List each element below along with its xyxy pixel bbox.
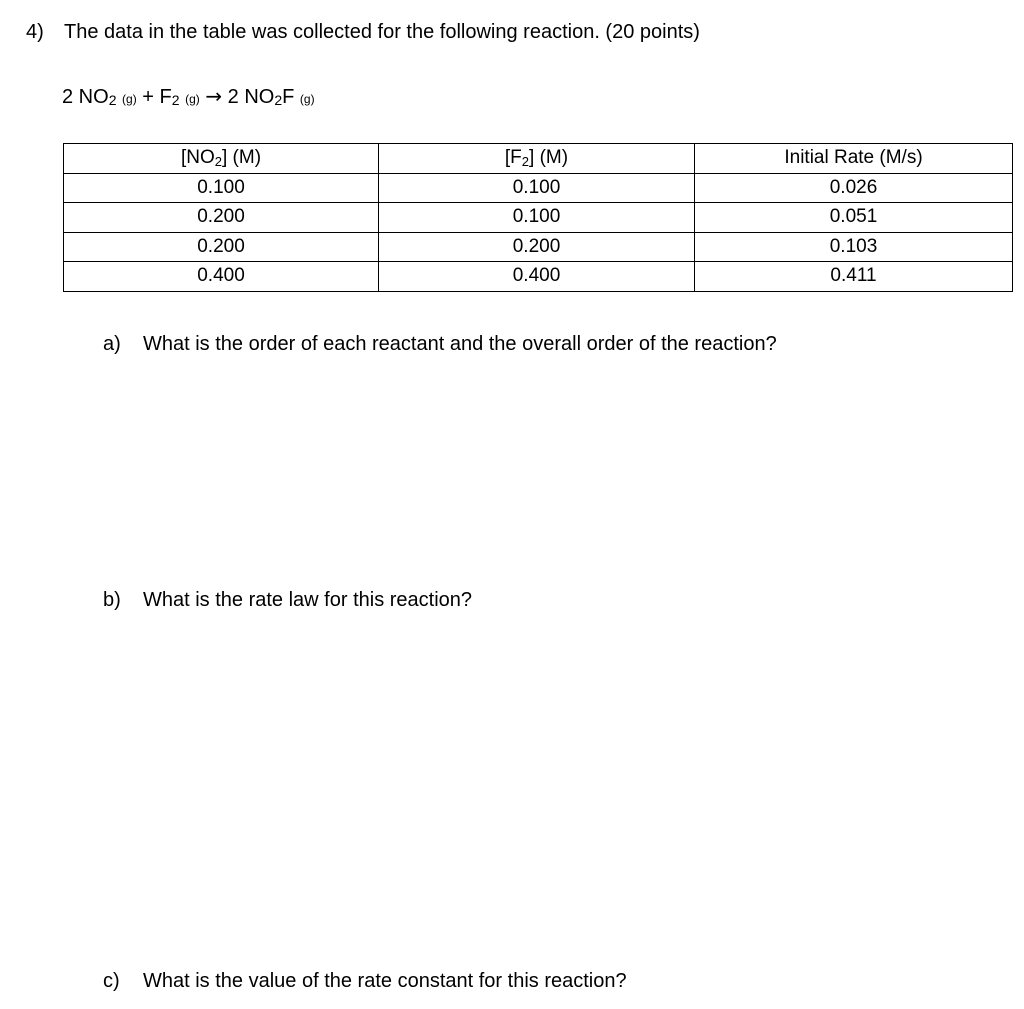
header-text: [F bbox=[504, 147, 522, 169]
reactant-no2: 2 NO bbox=[62, 86, 109, 108]
reaction-equation bbox=[62, 84, 315, 112]
cell-rate: 0.026 bbox=[695, 173, 1013, 203]
table-row bbox=[64, 232, 1013, 262]
cell-no2: 0.100 bbox=[64, 173, 379, 203]
cell-f2: 0.200 bbox=[379, 232, 695, 262]
table-row bbox=[64, 262, 1013, 292]
subscript: 2 bbox=[274, 92, 283, 108]
subscript: 2 bbox=[108, 92, 117, 108]
header-subscript: 2 bbox=[214, 154, 222, 170]
header-text: [NO bbox=[180, 147, 215, 169]
reaction-arrow: → bbox=[205, 84, 223, 108]
header-subscript: 2 bbox=[521, 154, 530, 170]
header-no2 bbox=[64, 144, 379, 174]
question-text: The data in the table was collected for the following reaction. (20 points) bbox=[64, 21, 700, 43]
question-number: 4) bbox=[26, 21, 44, 43]
header-f2 bbox=[379, 144, 695, 174]
header-text: Initial Rate (M/s) bbox=[784, 147, 923, 169]
cell-f2: 0.100 bbox=[379, 203, 695, 233]
reactant-f2: + F bbox=[142, 86, 172, 108]
part-a-label: a) bbox=[103, 333, 121, 355]
subscript: 2 bbox=[171, 92, 180, 108]
header-text: ] (M) bbox=[529, 147, 569, 169]
product-end: F bbox=[282, 86, 295, 108]
part-c-question: What is the value of the rate constant for this reaction? bbox=[143, 970, 627, 992]
part-a-question: What is the order of each reactant and the overall order of the reaction? bbox=[143, 333, 777, 355]
cell-rate: 0.051 bbox=[695, 203, 1013, 233]
cell-rate: 0.103 bbox=[695, 232, 1013, 262]
cell-rate: 0.411 bbox=[695, 262, 1013, 292]
rate-data-table bbox=[63, 143, 1013, 292]
product-no2f: 2 NO bbox=[227, 86, 275, 108]
header-rate bbox=[695, 144, 1013, 174]
state-label: (g) bbox=[185, 92, 200, 106]
table-row bbox=[64, 203, 1013, 233]
part-b-question: What is the rate law for this reaction? bbox=[143, 589, 473, 611]
part-b-label: b) bbox=[103, 589, 121, 611]
table-row bbox=[64, 173, 1013, 203]
state-label: (g) bbox=[122, 92, 137, 106]
cell-no2: 0.200 bbox=[64, 203, 379, 233]
part-c-label: c) bbox=[103, 970, 120, 992]
state-label: (g) bbox=[299, 92, 315, 106]
cell-no2: 0.400 bbox=[64, 262, 379, 292]
header-text: ] (M) bbox=[221, 147, 262, 169]
table-header-row bbox=[64, 144, 1013, 174]
cell-f2: 0.100 bbox=[379, 173, 695, 203]
cell-no2: 0.200 bbox=[64, 232, 379, 262]
cell-f2: 0.400 bbox=[379, 262, 695, 292]
